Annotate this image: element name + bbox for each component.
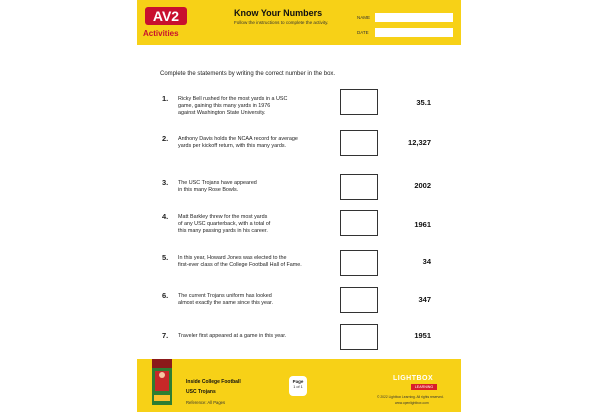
website-link[interactable]: www.openlightbox.com: [395, 401, 429, 405]
question-line: almost exactly the same since this year.: [178, 300, 273, 306]
question-text: [178, 136, 328, 150]
question-line: Matt Barkley threw for the most yards: [178, 214, 268, 220]
question-text: [178, 255, 338, 269]
date-field[interactable]: [375, 28, 453, 37]
question-number: 1.: [162, 94, 169, 103]
question-line: against Washington State University.: [178, 110, 266, 116]
question-number: 7.: [162, 331, 169, 340]
question-line: yards per kickoff return, with this many yards.: [178, 143, 287, 149]
logo-text: AV2: [152, 8, 180, 24]
question-number: 2.: [162, 134, 169, 143]
page-label: Page: [292, 379, 304, 384]
question-number: 3.: [162, 178, 169, 187]
answer-value: 35.1: [416, 98, 431, 107]
lightbox-learning-badge: LEARNING: [411, 384, 437, 390]
header-bar: [137, 0, 461, 45]
question-line: Ricky Bell rushed for the most yards in a USC: [178, 96, 288, 102]
book-cover-icon: [152, 359, 172, 405]
page-title: Know Your Numbers: [234, 8, 323, 18]
question-line: The current Trojans uniform has looked: [178, 293, 272, 299]
footer-bar: [137, 359, 461, 412]
activities-label: Activities: [143, 29, 179, 38]
page-badge: [289, 376, 307, 396]
page-subtitle: Follow the instructions to complete the activity.: [234, 20, 329, 25]
question-line: The USC Trojans have appeared: [178, 180, 257, 186]
instruction-text: Complete the statements by writing the correct number in the box.: [160, 71, 336, 77]
answer-value: 1961: [414, 220, 431, 229]
question-line: In this year, Howard Jones was elected to the: [178, 255, 287, 261]
answer-box[interactable]: [340, 287, 378, 313]
av2-logo: [145, 5, 191, 27]
lightbox-logo: LIGHTBOX: [393, 375, 434, 382]
question-number: 5.: [162, 253, 169, 262]
question-line: of any USC quarterback, with a total of: [178, 221, 271, 227]
question-number: 4.: [162, 212, 169, 221]
question-text: [178, 333, 338, 340]
question-text: [178, 96, 328, 117]
question-line: Anthony Davis holds the NCAA record for average: [178, 136, 298, 142]
answer-box[interactable]: [340, 174, 378, 200]
question-line: this many passing yards in his career.: [178, 228, 268, 234]
question-line: Traveler first appeared at a game in this year.: [178, 333, 287, 339]
date-label: DATE: [357, 30, 369, 35]
answer-value: 347: [418, 295, 431, 304]
series-title: Inside College Football: [186, 379, 241, 385]
question-text: [178, 293, 328, 307]
question-line: game, gaining this many yards in 1976: [178, 103, 271, 109]
copyright-text: © 2022 Lightbox Learning. All rights reserved.: [377, 395, 444, 399]
answer-box[interactable]: [340, 250, 378, 276]
question-line: in this many Rose Bowls.: [178, 187, 239, 193]
answer-value: 1951: [414, 331, 431, 340]
name-label: NAME: [357, 15, 371, 20]
answer-value: 34: [422, 257, 431, 266]
page-number: 1 of 1: [293, 385, 303, 389]
book-title: USC Trojans: [186, 389, 216, 395]
answer-box[interactable]: [340, 130, 378, 156]
question-line: first-ever class of the College Football Hall of Fame.: [178, 262, 302, 268]
answer-box[interactable]: [340, 324, 378, 350]
answer-value: 12,327: [408, 138, 431, 147]
reference-text: Reference: All Pages: [186, 400, 226, 405]
question-number: 6.: [162, 291, 169, 300]
worksheet-page: [137, 0, 461, 412]
name-field[interactable]: [375, 13, 453, 22]
question-text: [178, 214, 328, 235]
question-text: [178, 180, 328, 194]
answer-box[interactable]: [340, 210, 378, 236]
answer-value: 2002: [414, 181, 431, 190]
answer-box[interactable]: [340, 89, 378, 115]
